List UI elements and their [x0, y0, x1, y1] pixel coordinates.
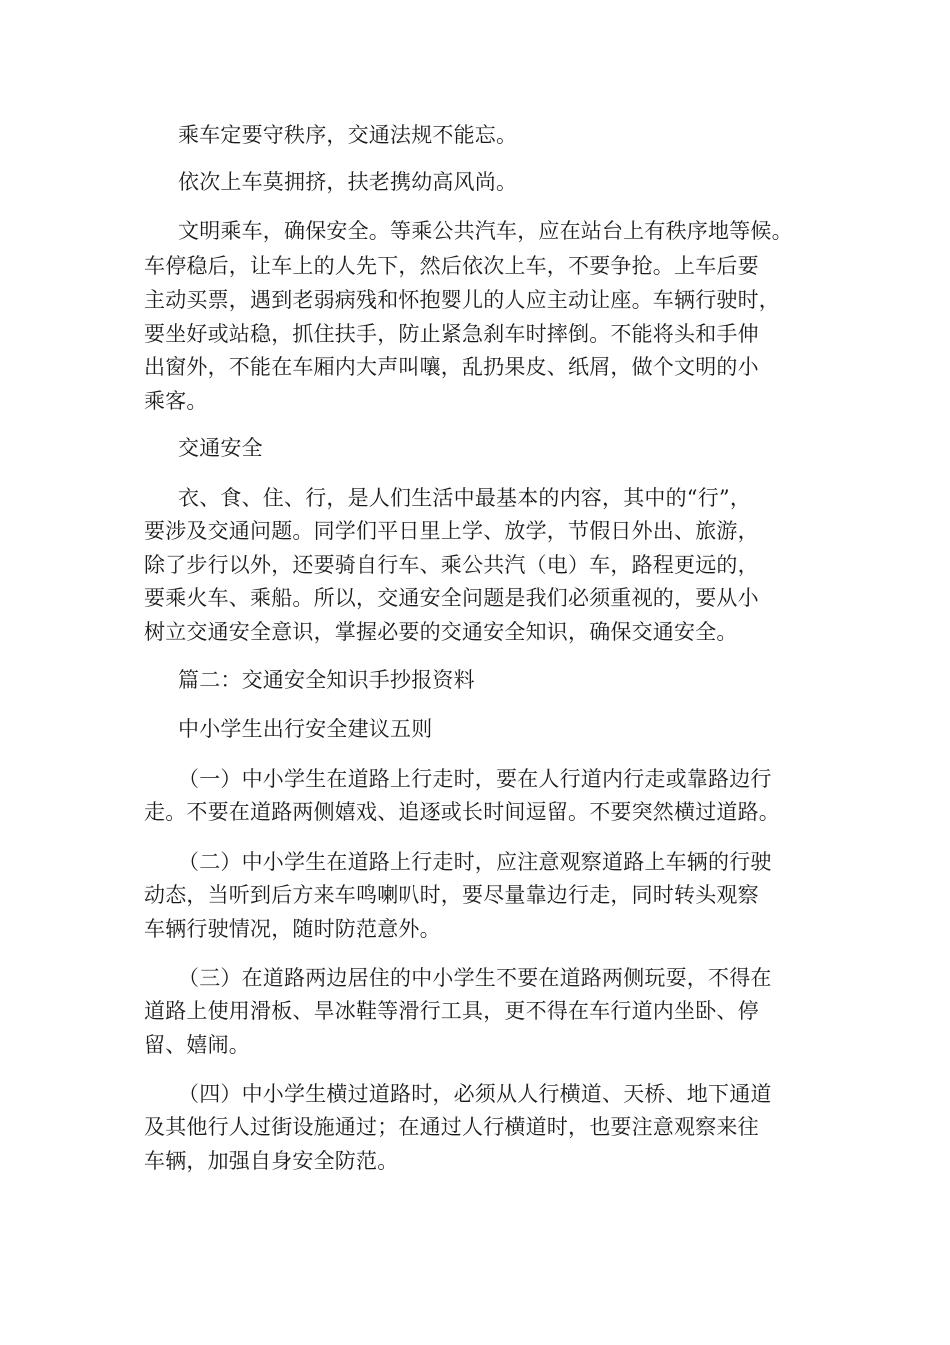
text-line: 要涉及交通问题。同学们平日里上学、放学，节假日外出、旅游， — [144, 519, 759, 543]
text-line: 动态，当听到后方来车鸣喇叭时，要尽量靠边行走，同时转头观察 — [144, 883, 759, 907]
text-line: 要坐好或站稳，抓住扶手，防止紧急刹车时摔倒。不能将头和手伸 — [144, 322, 759, 346]
text-line: 要乘火车、乘船。所以，交通安全问题是我们必须重视的，要从小 — [144, 586, 759, 610]
text-line: 走。不要在道路两侧嬉戏、追逐或长时间逗留。不要突然横过道路。 — [144, 800, 780, 824]
section-heading: 交通安全 — [178, 436, 263, 460]
text-line: （二）中小学生在道路上行走时，应注意观察道路上车辆的行驶 — [178, 850, 772, 874]
text-line: 乘车定要守秩序，交通法规不能忘。 — [178, 123, 518, 147]
text-line: 依次上车莫拥挤，扶老携幼高风尚。 — [178, 170, 518, 194]
text-line: 衣、食、住、行，是人们生活中最基本的内容，其中的“行”， — [178, 486, 752, 510]
text-line: （四）中小学生横过道路时，必须从人行横道、天桥、地下通道 — [178, 1082, 772, 1106]
text-line: 留、嬉闹。 — [144, 1033, 250, 1057]
text-line: 道路上使用滑板、旱冰鞋等滑行工具，更不得在车行道内坐卧、停 — [144, 999, 759, 1023]
text-line: （三）在道路两边居住的中小学生不要在道路两侧玩耍，不得在 — [178, 966, 772, 990]
section-heading: 中小学生出行安全建议五则 — [178, 717, 433, 741]
text-line: 车辆行驶情况，随时防范意外。 — [144, 917, 441, 941]
section-heading: 篇二：交通安全知识手抄报资料 — [178, 668, 475, 692]
text-line: 除了步行以外，还要骑自行车、乘公共汽（电）车，路程更远的， — [144, 553, 759, 577]
text-line: 文明乘车，确保安全。等乘公共汽车，应在站台上有秩序地等候。 — [178, 219, 793, 243]
text-line: 主动买票，遇到老弱病残和怀抱婴儿的人应主动让座。车辆行驶时， — [144, 288, 780, 312]
text-line: 出窗外，不能在车厢内大声叫嚷，乱扔果皮、纸屑，做个文明的小 — [144, 355, 759, 379]
text-line: 及其他行人过街设施通过；在通过人行横道时，也要注意观察来往 — [144, 1115, 759, 1139]
text-line: （一）中小学生在道路上行走时，要在人行道内行走或靠路边行 — [178, 767, 772, 791]
text-line: 车辆，加强自身安全防范。 — [144, 1149, 399, 1173]
text-line: 树立交通安全意识，掌握必要的交通安全知识，确保交通安全。 — [144, 620, 738, 644]
text-line: 乘客。 — [144, 389, 208, 413]
text-line: 车停稳后，让车上的人先下，然后依次上车，不要争抢。上车后要 — [144, 254, 759, 278]
